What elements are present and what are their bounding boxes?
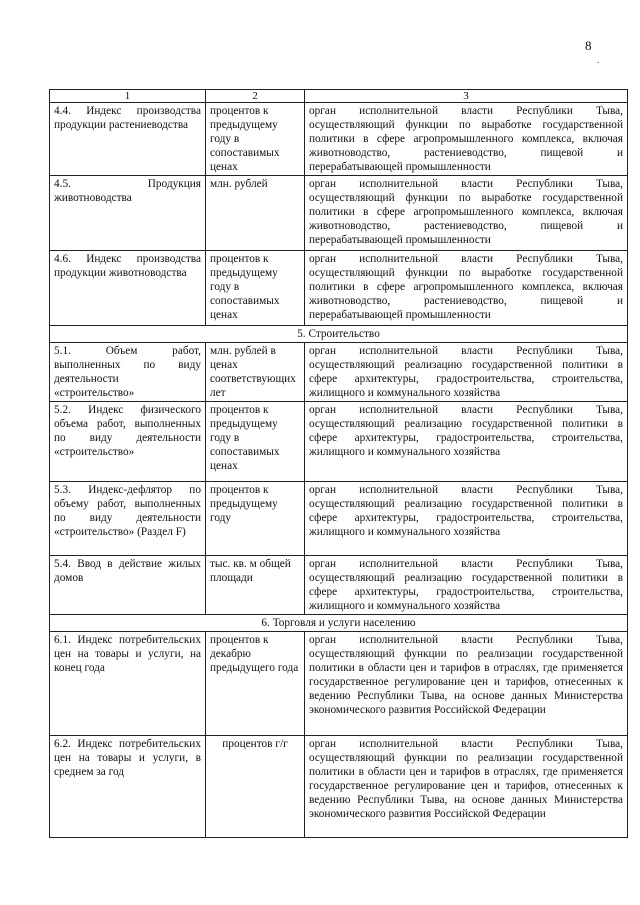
- indicators-table: [49, 89, 628, 838]
- indicator-name: 5.1. Объем работ, выполненных по виду деятельности «строительство»: [50, 343, 206, 402]
- indicator-name: 4.4. Индекс производства продукции растениеводства: [50, 103, 206, 176]
- page-mark: .: [597, 55, 600, 65]
- indicator-name: 4.6. Индекс производства продукции животноводства: [50, 251, 206, 326]
- table-row: [50, 343, 628, 402]
- indicator-unit: [206, 736, 305, 838]
- indicator-unit: процентов к предыдущему году: [206, 482, 305, 556]
- responsible-body: орган исполнительной власти Республики Тыва, осуществляющий функции по выработке государственной политики в сфере агропромышленного комплекса, включая животноводство, растениеводство, пищевой и перерабатывающей промышленности: [305, 103, 628, 176]
- responsible-body: орган исполнительной власти Республики Тыва, осуществляющий функции по выработке государственной политики в сфере агропромышленного комплекса, включая животноводство, растениеводство, пищевой и перерабатывающей промышленности: [305, 176, 628, 251]
- indicator-unit: млн. рублей в ценах соответствующих лет: [206, 343, 305, 402]
- table-row: [50, 402, 628, 482]
- indicator-unit: процентов к предыдущему году в сопоставимых ценах: [206, 402, 305, 482]
- table-row: [50, 103, 628, 176]
- responsible-body: орган исполнительной власти Республики Тыва, осуществляющий функции по выработке государственной политики в сфере агропромышленного комплекса, включая животноводство, растениеводство, пищевой и перерабатывающей промышленности: [305, 251, 628, 326]
- responsible-body: орган исполнительной власти Республики Тыва, осуществляющий функции по реализации государственной политики в области цен и тарифов в отраслях, где применяется государственное регулирование цен и тарифов, отнесенных к ведению Республики Тыва, на основе данных Министерства экономического развития Российской Федерации: [305, 632, 628, 736]
- indicator-unit: млн. рублей: [206, 176, 305, 251]
- table-row: [50, 556, 628, 615]
- table-row: [50, 482, 628, 556]
- responsible-body: орган исполнительной власти Республики Тыва, осуществляющий функции по реализации государственной политики в области цен и тарифов в отраслях, где применяется государственное регулирование цен и тарифов, отнесенных к ведению Республики Тыва, на основе данных Министерства экономического развития Российской Федерации: [305, 736, 628, 838]
- responsible-body: орган исполнительной власти Республики Тыва, осуществляющий реализацию государственной политики в сфере архитектуры, градостроительства, строительства, жилищного и коммунального хозяйства: [305, 482, 628, 556]
- responsible-body: орган исполнительной власти Республики Тыва, осуществляющий реализацию государственной политики в сфере архитектуры, градостроительства, строительства, жилищного и коммунального хозяйства: [305, 343, 628, 402]
- section-row: [50, 326, 628, 343]
- header-col-3: 3: [305, 90, 628, 103]
- indicator-unit: тыс. кв. м общей площади: [206, 556, 305, 615]
- section-title: 6. Торговля и услуги населению: [50, 615, 628, 632]
- indicator-name: 5.2. Индекс физического объема работ, выполненных по виду деятельности «строительство»: [50, 402, 206, 482]
- indicator-unit: процентов к предыдущему году в сопоставимых ценах: [206, 251, 305, 326]
- indicator-unit-text: процентов г/г: [222, 738, 288, 750]
- indicator-name: 6.1. Индекс потребительских цен на товары и услуги, на конец года: [50, 632, 206, 736]
- header-col-1: 1: [50, 90, 206, 103]
- responsible-body: орган исполнительной власти Республики Тыва, осуществляющий реализацию государственной политики в сфере архитектуры, градостроительства, строительства, жилищного и коммунального хозяйства: [305, 556, 628, 615]
- table-header-row: [50, 90, 628, 103]
- indicator-name: 6.2. Индекс потребительских цен на товары и услуги, в среднем за год: [50, 736, 206, 838]
- table-row: [50, 736, 628, 838]
- page-number: 8: [585, 38, 592, 53]
- header-col-2: 2: [206, 90, 305, 103]
- indicator-unit: процентов к предыдущему году в сопоставимых ценах: [206, 103, 305, 176]
- responsible-body: орган исполнительной власти Республики Тыва, осуществляющий реализацию государственной политики в сфере архитектуры, градостроительства, строительства, жилищного и коммунального хозяйства: [305, 402, 628, 482]
- table-row: [50, 251, 628, 326]
- indicator-name: 5.3. Индекс-дефлятор по объему работ, выполненных по виду деятельности «строительство» (Раздел F): [50, 482, 206, 556]
- indicator-unit: процентов к декабрю предыдущего года: [206, 632, 305, 736]
- table-row: [50, 176, 628, 251]
- table-row: [50, 632, 628, 736]
- section-row: [50, 615, 628, 632]
- indicator-name: 5.4. Ввод в действие жилых домов: [50, 556, 206, 615]
- indicator-name: 4.5. Продукция животноводства: [50, 176, 206, 251]
- section-title: 5. Строительство: [50, 326, 628, 343]
